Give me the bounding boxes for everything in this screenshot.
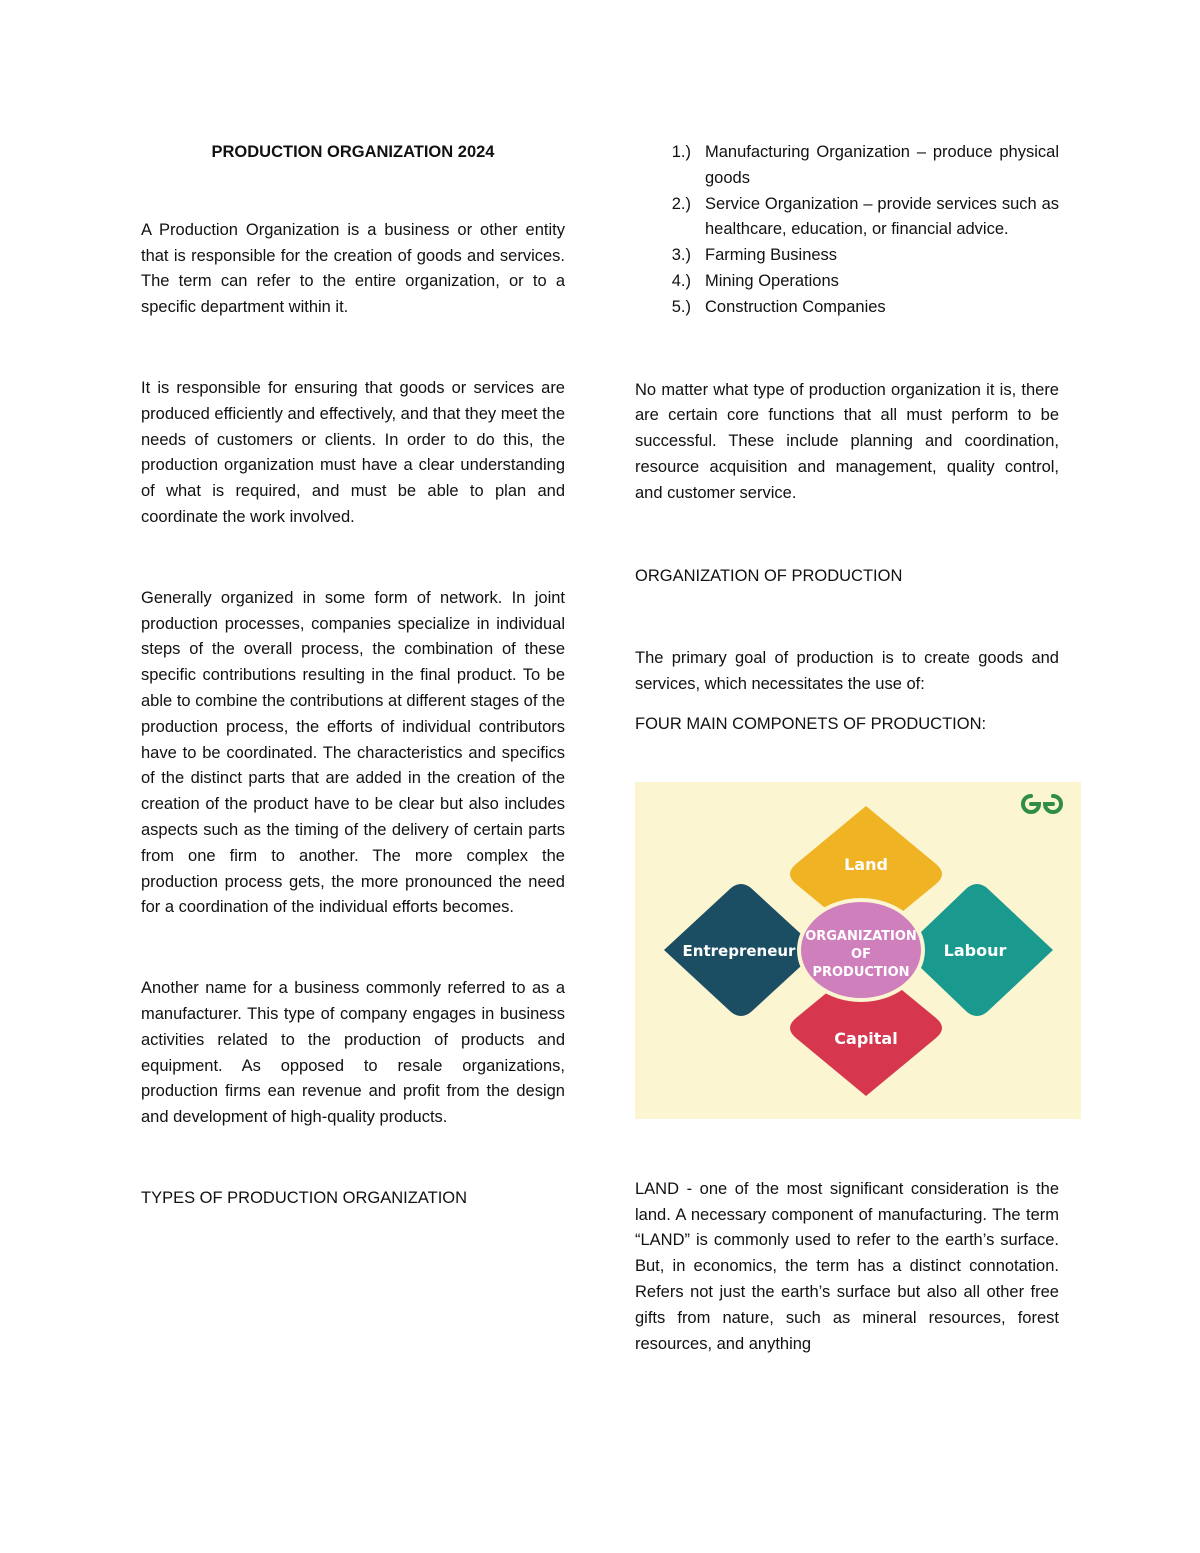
components-diagram-svg	[635, 782, 1081, 1119]
paragraph-land: LAND - one of the most significant consideration is the land. A necessary component of manufacturing. The term “LAND” is commonly used to refer to the earth’s surface. But, in economics, the term has a distinct connotation. Refers not just the earth’s surface but also all other free gifts from nature, such as mineral resources, forest resources, and anything	[635, 1179, 1059, 1353]
labour-label: Labour	[943, 940, 1007, 960]
entrepreneur-label: Entrepreneur	[682, 941, 796, 960]
list-text: Service Organization – provide services such as healthcare, education, or financial advice.	[705, 194, 1059, 239]
paragraph-manufacturer: Another name for a business commonly referred to as a manufacturer. This type of company engages in business activities related to the production of products and equipment. As opposed to resale organizations, production firms ean revenue and profit from the design and development of high-quality products.	[141, 979, 565, 1127]
list-text: Mining Operations	[705, 271, 839, 290]
list-number: 5.)	[671, 297, 691, 316]
paragraph-responsibility: It is responsible for ensuring that goods or services are produced efficiently and effectively, and that they meet the needs of customers or clients. In order to do this, the production organization must have a clear understanding of what is required, and must be able to plan and coordinate the work involved.	[141, 378, 565, 526]
paragraph-network: Generally organized in some form of network. In joint production processes, companies specialize in individual steps of the overall process, the combination of these specific contributions resulting in the final product. To be able to combine the contributions at different stages of the production process, the efforts of individual contributors have to be coordinated. The characteristics and specifics of the distinct parts that are added in the creation of the creation of the product have to be clear but also includes aspects such as the timing of the delivery of certain parts from one firm to another. The more complex the production process gets, the more pronounced the need for a coordination of the individual efforts becomes.	[141, 588, 565, 917]
heading-organization-of-production: ORGANIZATION OF PRODUCTION	[635, 566, 903, 585]
center-label-line2: OF	[851, 946, 871, 962]
document-title: PRODUCTION ORGANIZATION 2024	[211, 143, 495, 161]
center-label-line1: ORGANIZATION	[805, 928, 917, 944]
list-item	[635, 243, 1059, 269]
list-text: Manufacturing Organization – produce physical goods	[705, 143, 1059, 187]
types-list	[635, 140, 1059, 321]
heading-four-components: FOUR MAIN COMPONETS OF PRODUCTION:	[635, 714, 987, 733]
list-item	[635, 140, 1059, 192]
list-item	[635, 269, 1059, 295]
list-number: 4.)	[671, 271, 691, 290]
paragraph-definition: A Production Organization is a business or other entity that is responsible for the creation of goods and services. The term can refer to the entire organization, or to a specific department within it.	[141, 220, 565, 317]
left-column	[141, 140, 565, 1212]
gfg-logo-icon	[1023, 796, 1061, 812]
list-item	[635, 295, 1059, 321]
labour-diamond	[914, 884, 1053, 1016]
land-label: Land	[844, 854, 888, 874]
center-ellipse	[799, 900, 923, 1000]
list-text: Construction Companies	[705, 297, 886, 316]
paragraph-core-functions: No matter what type of production organization it is, there are certain core functions that all must perform to be successful. These include planning and coordination, resource acquisition and management, quality control, and customer service.	[635, 380, 1059, 502]
list-item	[635, 192, 1059, 244]
heading-types-of-production: TYPES OF PRODUCTION ORGANIZATION	[141, 1188, 468, 1207]
entrepreneur-diamond	[664, 884, 806, 1016]
list-text: Farming Business	[705, 246, 838, 265]
capital-label: Capital	[834, 1028, 898, 1048]
paragraph-primary-goal: The primary goal of production is to create goods and services, which necessitates the use of:	[635, 649, 1059, 694]
right-column	[635, 140, 1059, 1357]
list-number: 1.)	[671, 143, 691, 161]
list-number: 3.)	[671, 246, 691, 265]
components-diagram	[635, 782, 1081, 1119]
center-label-line3: PRODUCTION	[812, 964, 910, 980]
list-number: 2.)	[671, 194, 691, 213]
